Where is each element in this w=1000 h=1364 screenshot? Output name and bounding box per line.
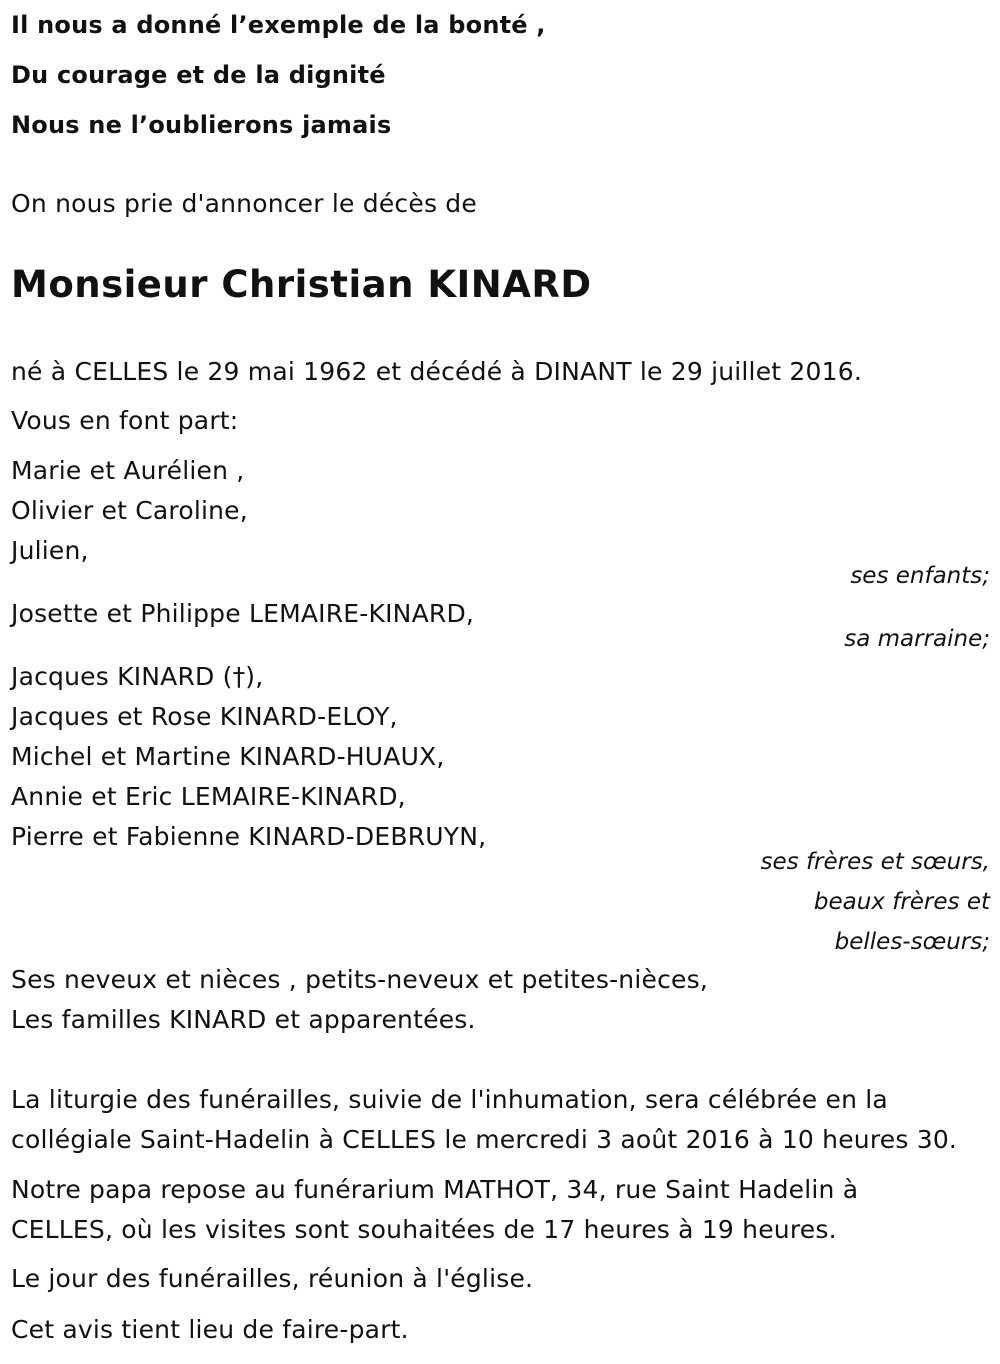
sibling-name: Pierre et Fabienne KINARD-DEBRUYN, bbox=[11, 822, 487, 851]
child-name: Olivier et Caroline, bbox=[11, 496, 248, 525]
visitation-line: CELLES, où les visites sont souhaitées de 17 heures à 19 heures. bbox=[11, 1215, 837, 1244]
extended-family-line: Les familles KINARD et apparentées. bbox=[11, 1005, 476, 1034]
birth-death-text: né à CELLES le 29 mai 1962 et décédé à DINANT le 29 juillet 2016. bbox=[11, 357, 863, 386]
meeting-text: Le jour des funérailles, réunion à l'église. bbox=[11, 1264, 534, 1293]
child-name: Julien, bbox=[11, 536, 89, 565]
verse-line-2: Du courage et de la dignité bbox=[11, 61, 386, 89]
intro-text: Vous en font part: bbox=[11, 406, 239, 435]
children-role: ses enfants; bbox=[850, 563, 990, 589]
siblings-role-line: ses frères et sœurs, bbox=[760, 849, 990, 875]
deceased-name: Monsieur Christian KINARD bbox=[11, 263, 592, 306]
siblings-role-line: belles-sœurs; bbox=[834, 929, 990, 955]
ceremony-line: La liturgie des funérailles, suivie de l'inhumation, sera célébrée en la bbox=[11, 1085, 888, 1114]
godmother-name: Josette et Philippe LEMAIRE-KINARD, bbox=[11, 599, 475, 628]
visitation-line: Notre papa repose au funérarium MATHOT, 34, rue Saint Hadelin à bbox=[11, 1175, 859, 1204]
sibling-name: Jacques et Rose KINARD-ELOY, bbox=[11, 702, 398, 731]
godmother-role: sa marraine; bbox=[844, 626, 990, 652]
verse-line-1: Il nous a donné l’exemple de la bonté , bbox=[11, 11, 546, 39]
siblings-role-line: beaux frères et bbox=[813, 889, 990, 915]
sibling-name: Annie et Eric LEMAIRE-KINARD, bbox=[11, 782, 406, 811]
child-name: Marie et Aurélien , bbox=[11, 456, 245, 485]
closing-text: Cet avis tient lieu de faire-part. bbox=[11, 1315, 409, 1344]
ceremony-line: collégiale Saint-Hadelin à CELLES le mercredi 3 août 2016 à 10 heures 30. bbox=[11, 1125, 958, 1154]
sibling-name: Michel et Martine KINARD-HUAUX, bbox=[11, 742, 445, 771]
extended-family-line: Ses neveux et nièces , petits-neveux et petites-nièces, bbox=[11, 965, 708, 994]
sibling-name: Jacques KINARD (†), bbox=[11, 662, 264, 691]
verse-line-3: Nous ne l’oublierons jamais bbox=[11, 111, 392, 139]
announcement-text: On nous prie d'annoncer le décès de bbox=[11, 189, 477, 218]
